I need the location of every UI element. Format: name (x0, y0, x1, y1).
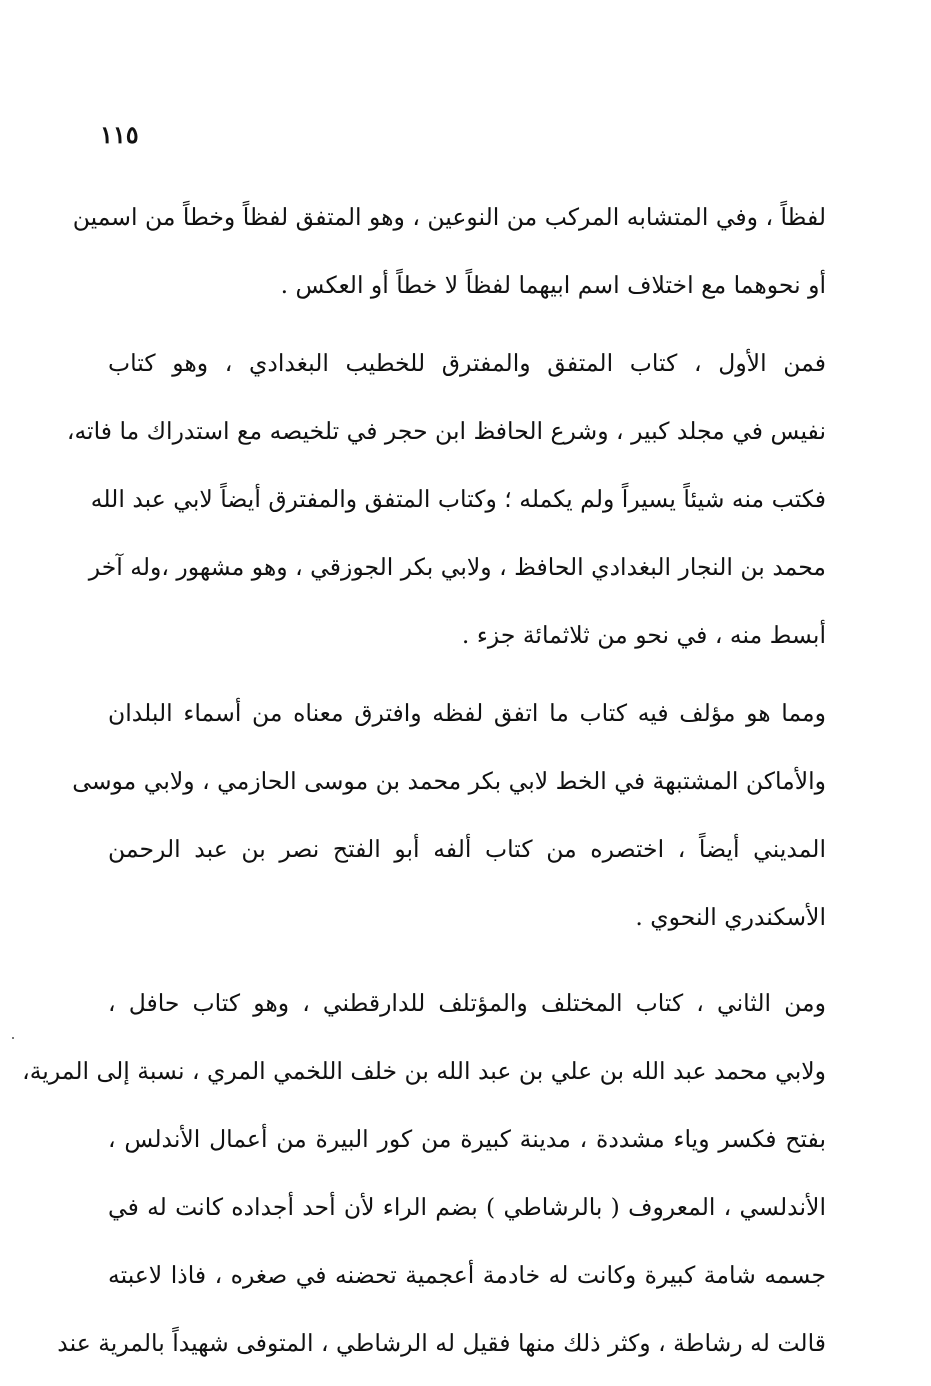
paragraph-2 (66, 338, 826, 678)
paragraph-1 (72, 192, 826, 328)
scan-speck (12, 1037, 14, 1039)
text-line: قالت له رشاطة ، وكثر ذلك منها فقيل له الرشاطي ، المتوفى شهيداً بالمرية عند (57, 1329, 826, 1357)
text-line: أبسط منه ، في نحو من ثلاثمائة جزء . (461, 621, 826, 649)
text-line: فمن الأول ، كتاب المتفق والمفترق للخطيب البغدادي ، وهو كتاب (108, 349, 826, 377)
text-line: بفتح فكسر وياء مشددة ، مدينة كبيرة من كور البيرة من أعمال الأندلس ، (108, 1125, 826, 1153)
text-line: ولابي محمد عبد الله بن علي بن عبد الله بن خلف اللخمي المري ، نسبة إلى المرية، (22, 1057, 826, 1085)
text-line: ومن الثاني ، كتاب المختلف والمؤتلف للدارقطني ، وهو كتاب حافل ، (108, 989, 826, 1017)
text-line: والأماكن المشتبهة في الخط لابي بكر محمد بن موسى الحازمي ، ولابي موسى (72, 767, 826, 795)
text-line: أو نحوهما مع اختلاف اسم ابيهما لفظاً لا خطاً أو العكس . (280, 271, 826, 299)
text-line: فكتب منه شيئاً يسيراً ولم يكمله ؛ وكتاب المتفق والمفترق أيضاً لابي عبد الله (90, 485, 826, 513)
text-line: المديني أيضاً ، اختصره من كتاب ألفه أبو الفتح نصر بن عبد الرحمن (108, 835, 826, 863)
paragraph-4 (22, 978, 826, 1386)
page-number: ١١٥ (100, 120, 139, 149)
text-line: الأندلسي ، المعروف ( بالرشاطي ) بضم الراء لأن أحد أجداده كانت له في (108, 1193, 826, 1221)
paragraph-3 (72, 688, 826, 960)
text-line: محمد بن النجار البغدادي الحافظ ، ولابي بكر الجوزقي ، وهو مشهور ،وله آخر (88, 553, 826, 581)
text-line: لفظاً ، وفي المتشابه المركب من النوعين ، وهو المتفق لفظاً وخطاً من اسمين (72, 203, 826, 231)
text-line: نفيس في مجلد كبير ، وشرع الحافظ ابن حجر في تلخيصه مع استدراك ما فاته، (66, 417, 826, 445)
body-text (22, 192, 826, 1386)
text-line: جسمه شامة كبيرة وكانت له خادمة أعجمية تحضنه في صغره ، فاذا لاعبته (108, 1261, 826, 1289)
text-line: ومما هو مؤلف فيه كتاب ما اتفق لفظه وافترق معناه من أسماء البلدان (108, 699, 826, 727)
text-line: الأسكندري النحوي . (635, 903, 826, 931)
